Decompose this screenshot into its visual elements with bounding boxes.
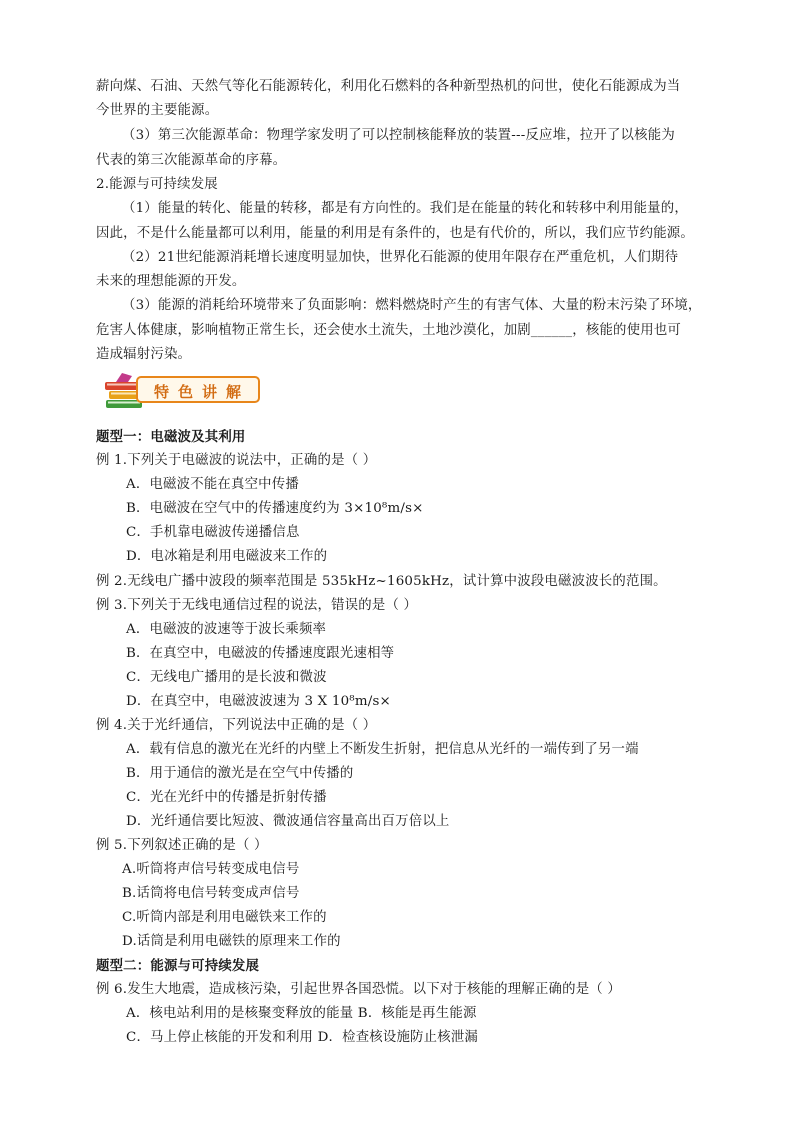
- section-2-p1-line-2: 因此，不是什么能量都可以利用，能量的利用是有条件的，也是有代价的，所以，我们应节约能源。: [96, 226, 694, 241]
- third-revolution-line-1: （3）第三次能源革命：物理学家发明了可以控制核能释放的装置---反应堆，拉开了以核能为: [122, 128, 675, 143]
- example-3-option-b: B．在真空中，电磁波的传播速度跟光速相等: [126, 646, 395, 661]
- example-1-option-a: A．电磁波不能在真空中传播: [126, 477, 299, 492]
- example-5-option-d: D.话筒是利用电磁铁的原理来工作的: [122, 934, 341, 949]
- example-1-question: 例 1.下列关于电磁波的说法中，正确的是（ ）: [96, 453, 377, 468]
- feature-banner: [102, 370, 264, 412]
- banner-tag: [136, 376, 260, 403]
- example-5-option-c: C.听筒内部是利用电磁铁来工作的: [122, 910, 327, 925]
- intro-line-2: 今世界的主要能源。: [96, 103, 219, 118]
- example-4-option-a: A．载有信息的激光在光纤的内壁上不断发生折射，把信息从光纤的一端传到了另一端: [126, 742, 639, 757]
- section-2-p1-line-1: （1）能量的转化、能量的转移，都是有方向性的。我们是在能量的转化和转移中利用能量的，: [122, 201, 688, 216]
- banner-label: 特色讲解: [154, 383, 251, 401]
- example-1-option-b: B．电磁波在空气中的传播速度约为 3×10⁸m/s×: [126, 501, 424, 516]
- example-1-option-c: C．手机靠电磁波传递播信息: [126, 525, 300, 540]
- section-2-p3-line-1: （3）能源的消耗给环境带来了负面影响：燃料燃烧时产生的有害气体、大量的粉末污染了环境，: [122, 298, 702, 313]
- section-2-heading: 2.能源与可持续发展: [96, 177, 218, 192]
- example-6-options-cd: C．马上停止核能的开发和利用 D．检查核设施防止核泄漏: [126, 1030, 479, 1045]
- example-4-option-c: C．光在光纤中的传播是折射传播: [126, 790, 327, 805]
- example-2-question: 例 2.无线电广播中波段的频率范围是 535kHz~1605kHz，试计算中波段电磁波波长的范围。: [96, 574, 667, 589]
- intro-line-1: 薪向煤、石油、天然气等化石能源转化，利用化石燃料的各种新型热机的问世，使化石能源成为当: [96, 79, 681, 94]
- example-5-option-a: A.听筒将声信号转变成电信号: [122, 862, 300, 877]
- example-3-option-d: D．在真空中，电磁波波速为 3 X 10⁸m/s×: [126, 694, 391, 709]
- example-5-option-b: B.话筒将电信号转变成声信号: [122, 886, 300, 901]
- example-6-question: 例 6.发生大地震，造成核污染，引起世界各国恐慌。以下对于核能的理解正确的是（ ）: [96, 982, 621, 997]
- topic-2-title: 题型二：能源与可持续发展: [96, 958, 260, 974]
- section-2-p2-line-1: （2）21世纪能源消耗增长速度明显加快，世界化石能源的使用年限存在严重危机，人们期待: [122, 250, 679, 265]
- section-2-p3-line-2: 危害人体健康，影响植物正常生长，还会使水土流失，土地沙漠化，加剧______，核能的使用也可: [96, 323, 681, 338]
- section-2-p2-line-2: 未来的理想能源的开发。: [96, 274, 246, 289]
- example-4-option-b: B．用于通信的激光是在空气中传播的: [126, 766, 354, 781]
- example-3-option-c: C．无线电广播用的是长波和微波: [126, 670, 327, 685]
- example-5-question: 例 5.下列叙述正确的是（ ）: [96, 838, 268, 853]
- section-2-p3-line-3: 造成辐射污染。: [96, 347, 192, 362]
- example-3-option-a: A．电磁波的波速等于波长乘频率: [126, 622, 327, 637]
- example-1-option-d: D．电冰箱是利用电磁波来工作的: [126, 549, 328, 564]
- example-3-question: 例 3.下列关于无线电通信过程的说法，错误的是（ ）: [96, 598, 418, 613]
- example-4-option-d: D．光纤通信要比短波、微波通信容量高出百万倍以上: [126, 814, 450, 829]
- example-4-question: 例 4.关于光纤通信，下列说法中正确的是（ ）: [96, 718, 377, 733]
- topic-1-title: 题型一：电磁波及其利用: [96, 429, 246, 445]
- third-revolution-line-2: 代表的第三次能源革命的序幕。: [96, 153, 287, 168]
- example-6-options-ab: A．核电站利用的是核聚变释放的能量 B．核能是再生能源: [126, 1006, 477, 1021]
